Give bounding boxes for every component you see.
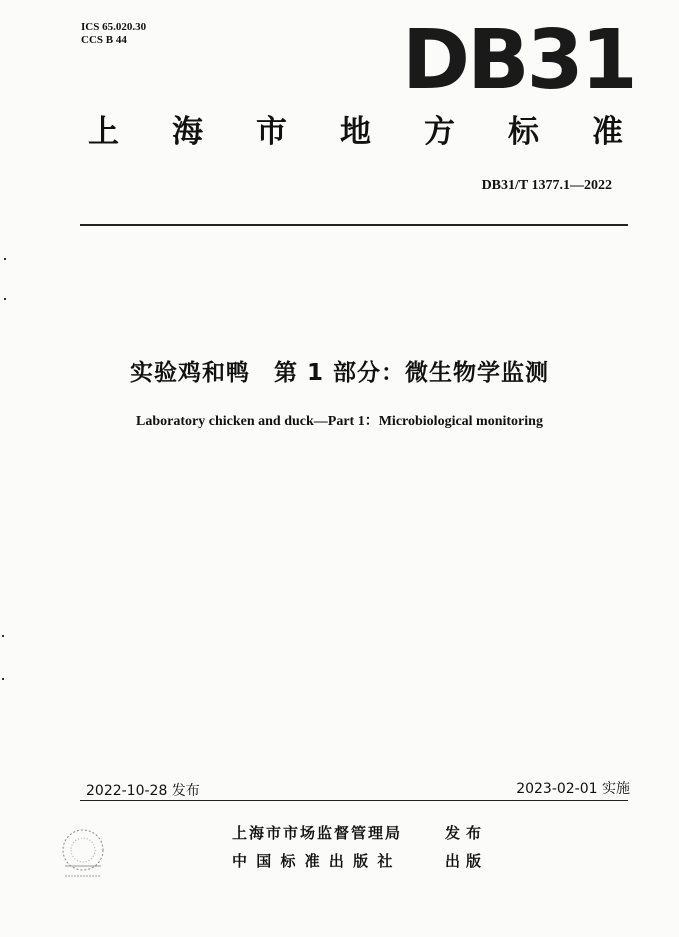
issuer-action: 发布 — [445, 824, 488, 842]
scan-speck — [4, 258, 6, 260]
db31-logo: DB31 — [402, 13, 635, 108]
standard-type-char: 地 — [340, 114, 371, 150]
ccs-code: CCS B 44 — [81, 34, 127, 46]
english-title: Laboratory chicken and duck—Part 1：Microbiological monitoring — [136, 414, 543, 429]
implement-date: 2023-02-01 实施 — [516, 781, 630, 797]
standard-type-char: 市 — [256, 114, 287, 150]
standard-type-char: 上 — [88, 114, 119, 150]
scan-speck — [2, 635, 4, 637]
chinese-title: 实验鸡和鸭 第 1 部分：微生物学监测 — [129, 360, 550, 386]
standard-type-heading — [88, 112, 623, 152]
standard-type-char: 标 — [508, 114, 539, 150]
header-divider — [80, 224, 628, 226]
ics-code: ICS 65.020.30 — [81, 21, 147, 33]
publisher-action: 出版 — [445, 852, 488, 870]
issuer-org: 上海市市场监督管理局 — [232, 824, 403, 842]
publisher-org: 中 国 标 准 出 版 社 — [232, 852, 395, 870]
footer-divider — [80, 800, 628, 801]
standard-type-char: 方 — [424, 114, 455, 150]
standard-number: DB31/T 1377.1—2022 — [481, 178, 612, 193]
classification-codes — [81, 21, 146, 47]
seal-stamp-icon — [55, 826, 111, 888]
publish-date: 2022-10-28 发布 — [86, 783, 200, 799]
standard-type-char: 准 — [592, 114, 623, 150]
standard-type-char: 海 — [172, 114, 203, 150]
scan-speck — [2, 678, 4, 680]
scan-speck — [4, 298, 6, 300]
